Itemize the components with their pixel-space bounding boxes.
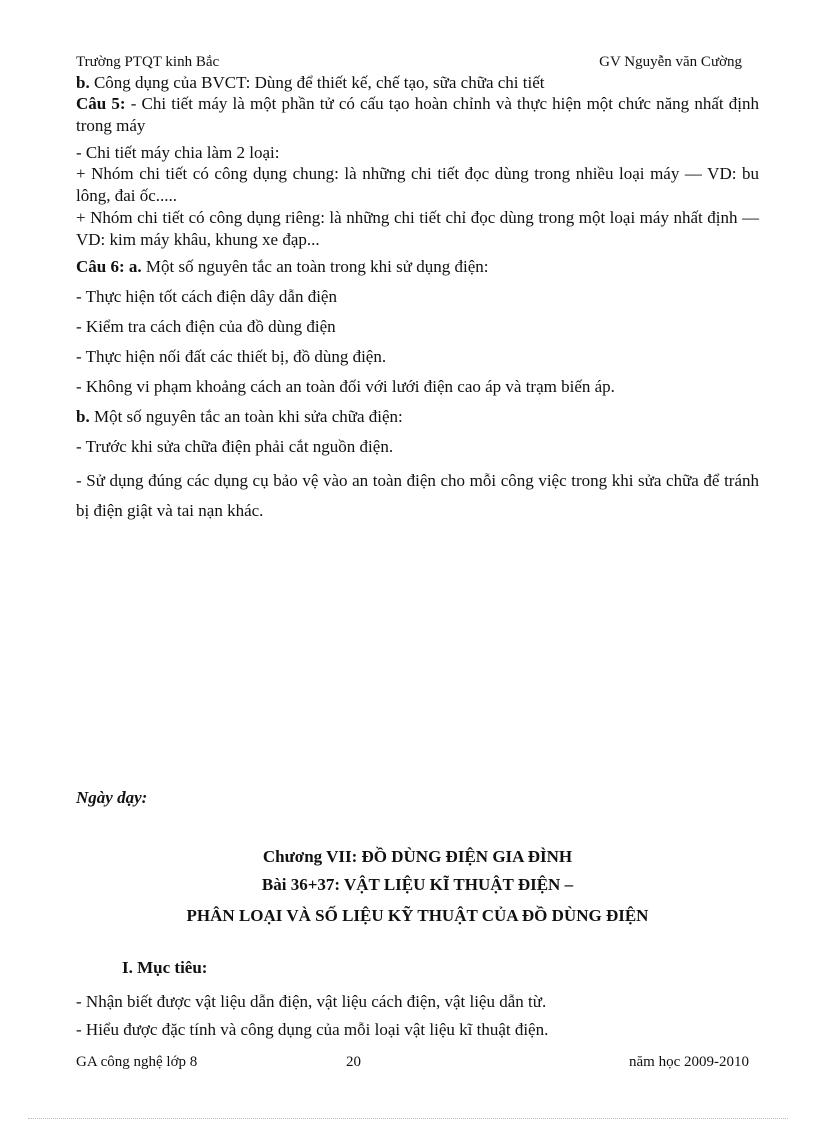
objectives-heading: I. Mục tiêu: [122,958,208,977]
question-6-label: Câu 6: [76,257,125,276]
header-school: Trường PTQT kinh Bắc [76,54,220,70]
list-item: - Kiểm tra cách điện của đồ dùng điện [76,317,336,336]
question-6b-text: Một số nguyên tắc an toàn khi sửa chữa điện: [89,407,403,426]
question-6b [76,406,759,427]
list-item: - Sử dụng đúng các dụng cụ bảo vệ vào an toàn điện cho mỗi công việc trong khi sửa chữa để tránh bị điện giật và tai nạn khác. [76,471,759,520]
question-5-group-1: + Nhóm chi tiết có công dụng chung: là những chi tiết đọc dùng trong nhiều loại máy — VD: bu lông, đai ốc..... [76,164,759,205]
footer-course: GA công nghệ lớp 8 [76,1054,198,1070]
chapter-title: Chương VII: ĐỒ DÙNG ĐIỆN GIA ĐÌNH [262,847,573,866]
list-item: - Không vi phạm khoảng cách an toàn đối với lưới điện cao áp và trạm biến áp. [76,377,615,396]
question-5 [76,93,759,137]
objectives-list [76,988,759,1044]
question-6a-text: Một số nguyên tắc an toàn trong khi sử dụng điện: [141,257,489,276]
lesson-title-line-1: Bài 36+37: VẬT LIỆU KĨ THUẬT ĐIỆN – [261,875,574,894]
question-5-label: Câu 5: [76,94,126,113]
answer-4b [76,73,759,93]
chapter-heading [76,846,759,929]
list-item: - Trước khi sửa chữa điện phải cắt nguồn điện. [76,437,394,456]
page-bottom-border [28,1118,788,1119]
question-5-text: - Chi tiết máy là một phần tử có cấu tạo hoàn chỉnh và thực hiện một chức năng nhất định trong máy [76,94,759,135]
list-item: - Hiểu được đặc tính và công dụng của mỗi loại vật liệu kĩ thuật điện. [76,1020,549,1039]
page-number: 20 [346,1054,361,1070]
list-item: - Thực hiện nối đất các thiết bị, đồ dùng điện. [76,347,387,366]
header-teacher: GV Nguyễn văn Cường [599,54,742,70]
main-content [76,73,759,526]
question-6a [76,257,759,277]
question-6a-label: a. [128,257,142,276]
question-6b-label: b. [76,407,90,426]
list-item: - Nhận biết được vật liệu dẫn điện, vật liệu cách điện, vật liệu dẫn từ. [76,992,547,1011]
teaching-date-label: Ngày dạy: [76,788,148,807]
footer-school-year: năm học 2009-2010 [629,1054,749,1070]
question-5-group-2: + Nhóm chi tiết có công dụng riêng: là những chi tiết chỉ đọc dùng trong một loại máy nhất định — VD: kim máy khâu, khung xe đạp... [76,208,759,249]
lesson-title-line-2: PHÂN LOẠI VÀ SỐ LIỆU KỸ THUẬT CỦA ĐỒ DÙNG ĐIỆN [186,906,649,925]
question-5-split: - Chi tiết máy chia làm 2 loại: [76,143,280,162]
question-6a-list [76,286,759,397]
answer-4b-label: b. [76,73,90,92]
question-6b-list [76,436,759,526]
list-item: - Thực hiện tốt cách điện dây dẫn điện [76,287,337,306]
answer-4b-text: Công dụng của BVCT: Dùng để thiết kế, chế tạo, sữa chữa chi tiết [89,73,545,92]
